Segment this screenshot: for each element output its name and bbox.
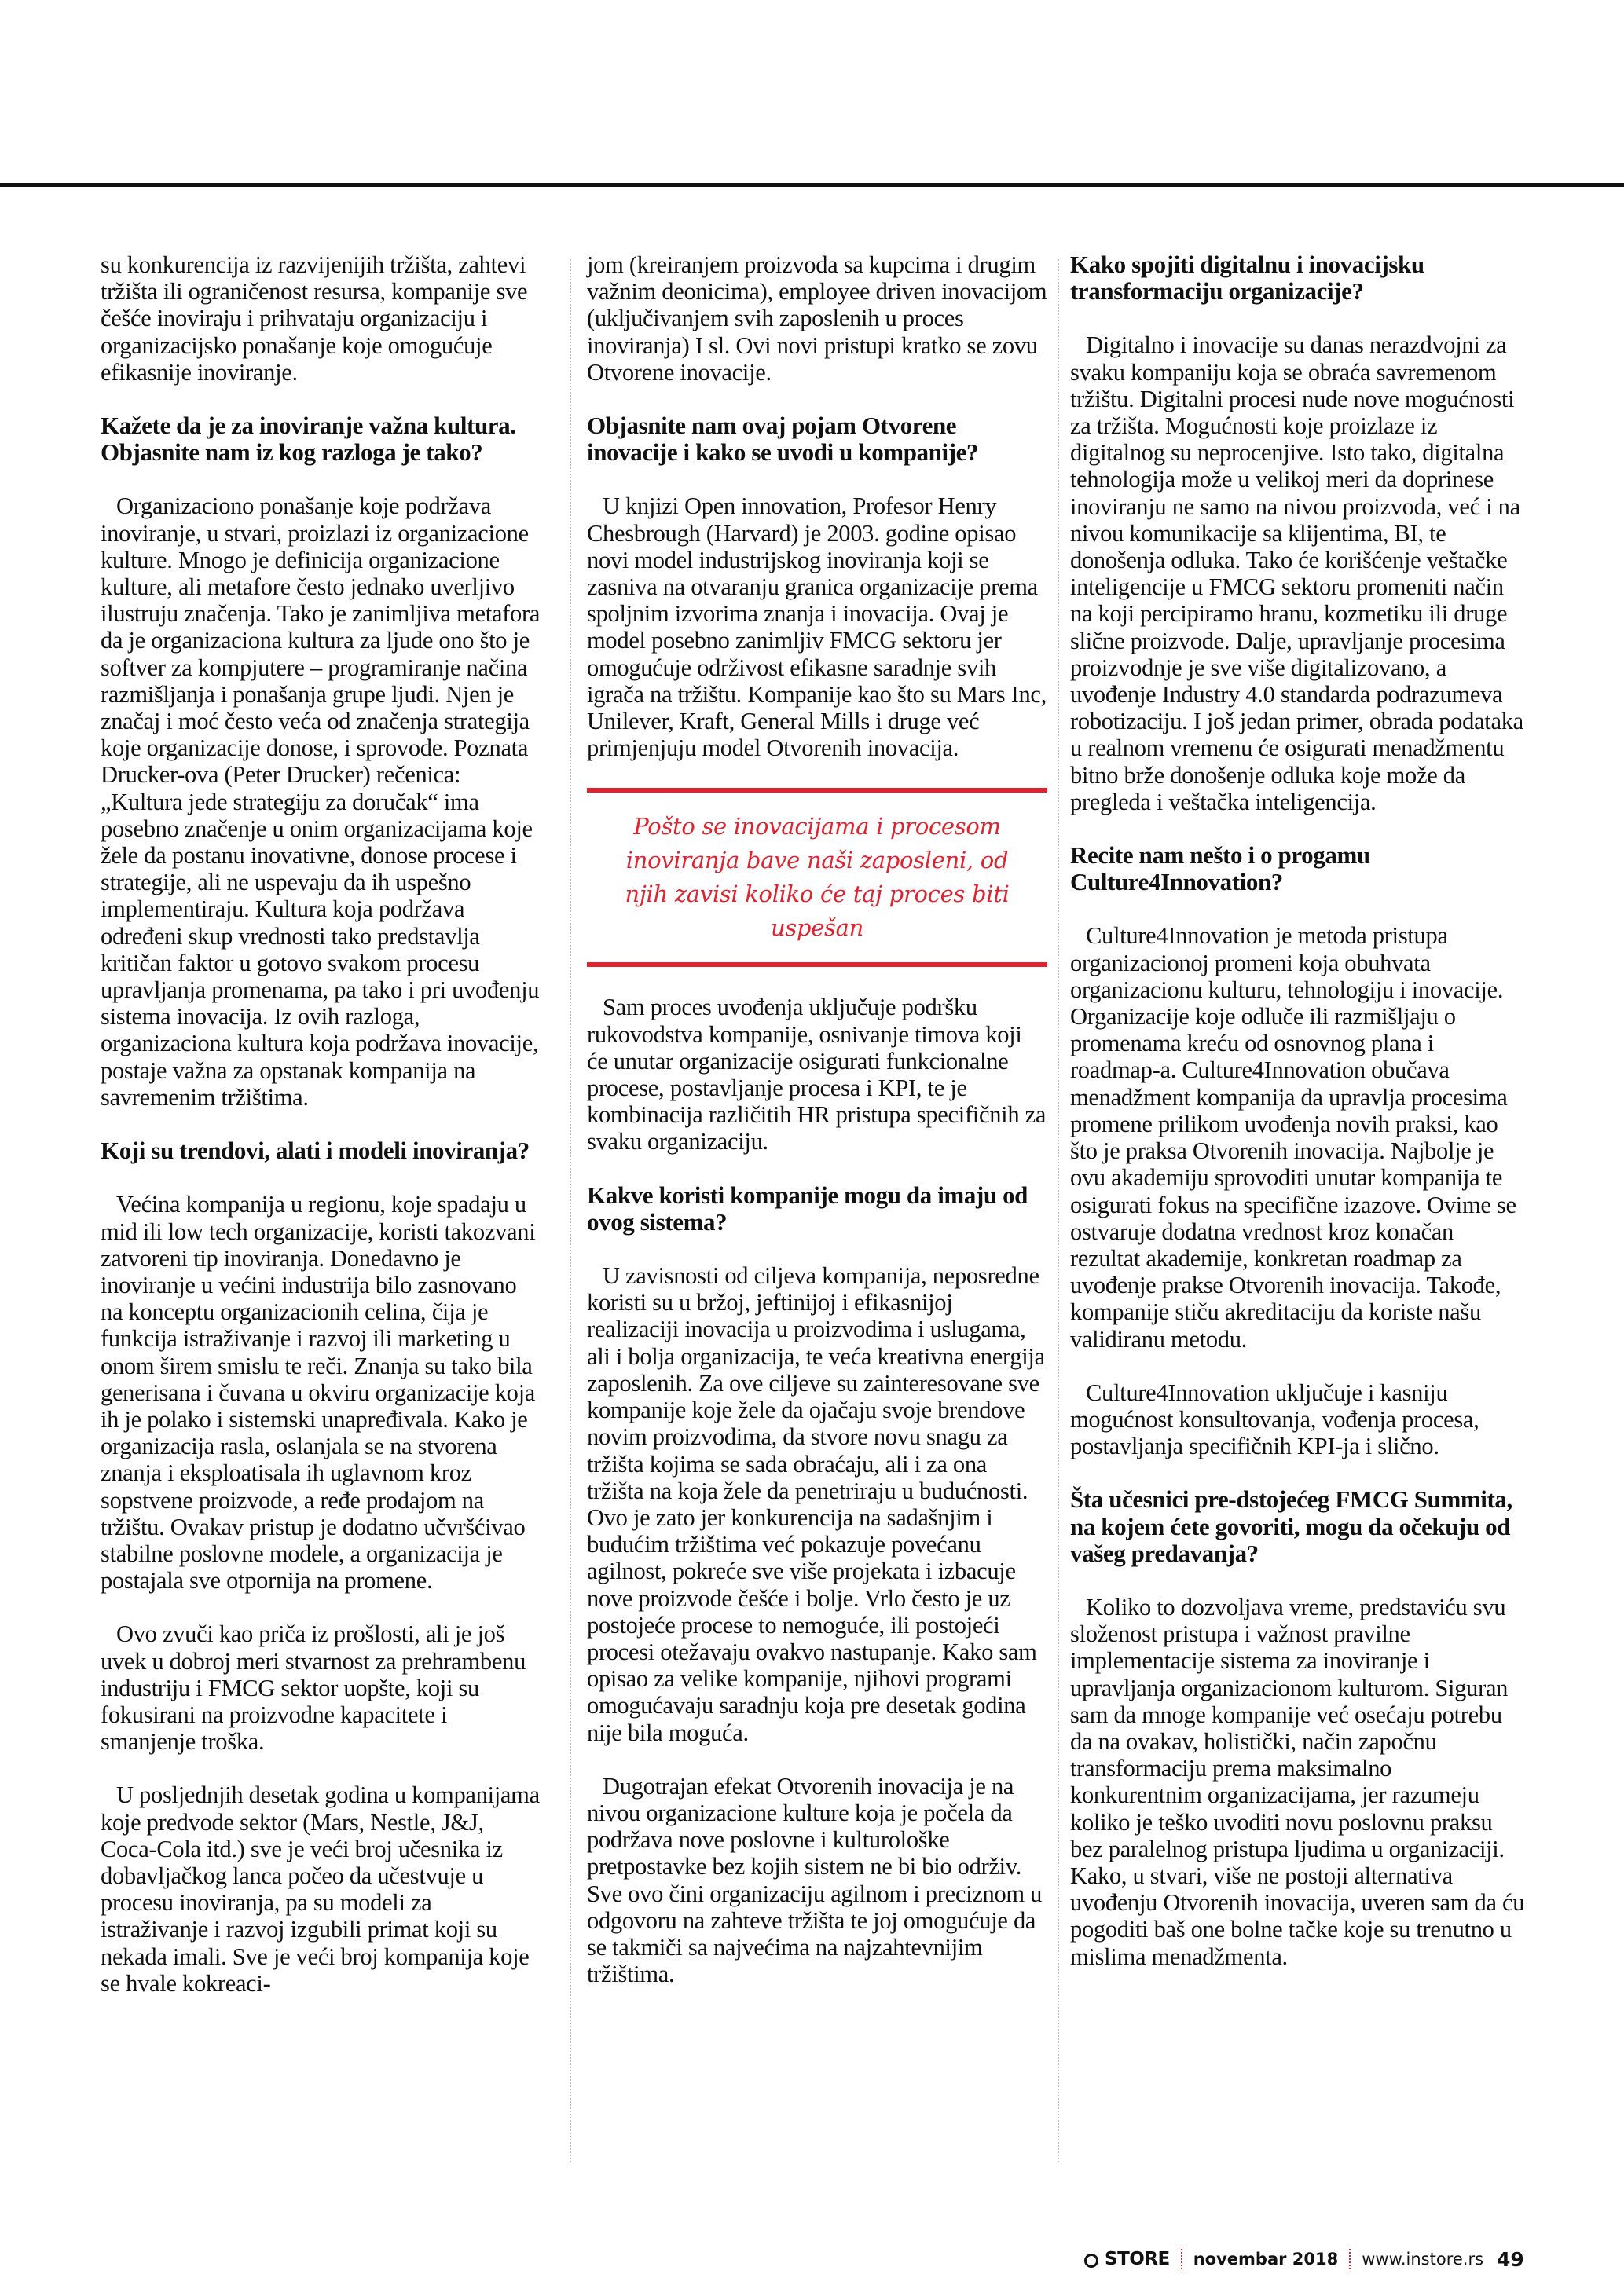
in-store-logo-icon xyxy=(1084,2254,1098,2268)
answer-paragraph xyxy=(101,1620,541,1755)
paragraph-text: U knjizi Open innovation, Profesor Henry Chesbrough (Harvard) je 2003. godine opisao novi model industrijskog inoviranja koji se zasniva na otvaranju granica organizacije prema spoljnim izvorima znanja i inovacija. Ovaj je model posebno zanimljiv FMCG sektoru jer omogućuje održivost efikasne saradnje svih igrača na tržištu. Kompanije kao što su Mars Inc, Unilever, Kraft, General Mills i druge već primjenjuju model Otvorenih inovacija. xyxy=(587,493,1047,762)
top-rule xyxy=(0,183,1624,187)
question-heading xyxy=(1070,251,1526,305)
footer-separator xyxy=(1181,2249,1182,2269)
answer-paragraph xyxy=(587,1773,1047,1988)
page-number: 49 xyxy=(1497,2247,1524,2271)
answer-paragraph xyxy=(101,493,541,1111)
paragraph-text: U zavisnosti od ciljeva kompanija, neposredne koristi su u bržoj, jeftinijoj i efikasnijoj realizaciji inovacija u proizvodima i uslugama, ali i bolja organizacija, te veća kreativna energija zaposlenih. Za ove ciljeve su zainteresovane sve kompanije koje žele da ojačaju svoje brendove novim proizvodima, da stvore novu snagu za tržišta kojima se sada obraćaju, ali i za ona tržišta na koja žele da penetriraju u budućnosti. Ovo je zato jer konkurencija na sadašnjim i budućim tržištima već pokazuje povećanu agilnost, pokreće sve više projekata i izbacuje nove proizvode češće i bolje. Vrlo često je uz postojeće procese to nemoguće, ili postojeći procesi otežavaju ovakvo nastupanje. Kako sam opisao za velike kompanije, njihovi programi omogućavaju saradnju koja pre desetak godina nije bila moguća. xyxy=(587,1262,1045,1746)
paragraph-text: Organizaciono ponašanje koje podržava inoviranje, u stvari, proizlazi iz organizacione kulture. Mnogo je definicija organizacione kulture, ali metafore često jednako uverljivo ilustruju značenja. Tako je zanimljiva metafora da je organizaciona kultura za ljude ono što je softver za kompjutere – programiranje načina razmišljanja i ponašanja grupe ljudi. Njen je značaj i moć često veća od značenja strategija koje organizacije donose, i sprovode. Poznata Drucker-ova (Peter Drucker) rečenica: „Kultura jede strategiju za doručak“ ima posebno značenje u onim organizacijama koje žele da postanu inovativne, donose procese i strategije, ali ne uspevaju da ih uspešno implementiraju. Kultura koja podržava određeni skup vrednosti tako predstavlja kritičan faktor u gotovo svakom procesu upravljanja promenama, pa tako i pri uvođenju sistema inovacija. Iz ovih razloga, organizaciona kultura koja podržava inovacije, postaje važna za opstanak kompanija na savremenim tržištima. xyxy=(101,493,541,1111)
answer-paragraph xyxy=(587,994,1047,1155)
answer-paragraph xyxy=(1070,922,1526,1352)
paragraph-text: Culture4Innovation uključuje i kasniju mogućnost konsultovanja, vođenja procesa, postavljanja specifičnih KPI-ja i slično. xyxy=(1070,1379,1479,1460)
question-heading xyxy=(587,412,1047,466)
paragraph-text: Digitalno i inovacije su danas nerazdvojni za svaku kompaniju koja se obraća savremenom tržištu. Digitalni procesi nude nove mogućnosti za tržišta. Mogućnosti koje proizlaze iz digitalnog su neprocenjive. Isto tako, digitalna tehnologija može u velikoj meri da doprinese inoviranju ne samo na nivou proizvoda, već i na nivou komunikacije sa klijentima, BI, te donošenja odluka. Tako će korišćenje veštačke inteligencije u FMCG sektoru promeniti način na koji percipiramo hranu, kozmetiku ili druge slične proizvode. Dalje, upravljanje procesima proizvodnje je sve više digitalizovano, a uvođenje Industry 4.0 standarda podrazumeva robotizaciju. I još jedan primer, obrada podataka u realnom vremenu će osigurati menadžmentu bitno brže donošenje odluka koje može da pregleda i veštačka inteligencija. xyxy=(1070,331,1523,815)
question-heading xyxy=(1070,1486,1526,1567)
paragraph-text: Dugotrajan efekat Otvorenih inovacija je na nivou organizacione kulture koja je počela da podržava nove poslovne i kulturološke pretpostavke bez kojih sistem ne bi bio održiv. Sve ovo čini organizaciju agilnom i preciznom u odgovoru na zahteve tržišta te joj omogućuje da se takmiči sa najvećima na najzahtevnijim tržištima. xyxy=(587,1772,1043,1988)
answer-paragraph xyxy=(101,251,541,386)
paragraph-text: Ovo zvuči kao priča iz prošlosti, ali je još uvek u dobroj meri stvarnost za prehrambenu industriju i FMCG sektor uopšte, koji su fokusirani na proizvodne kapacitete i smanjenje troška. xyxy=(101,1620,526,1756)
article-column-3 xyxy=(1070,251,1526,1997)
column-divider xyxy=(570,259,571,2162)
answer-paragraph xyxy=(1070,1594,1526,1970)
page-footer xyxy=(1084,2243,1556,2275)
magazine-logo: STORE xyxy=(1105,2249,1170,2269)
paragraph-text: jom (kreiranjem proizvoda sa kupcima i drugim važnim deonicima), employee driven inovacijom (uključivanjem svih zaposlenih u proces inoviranja) I sl. Ovi novi pristupi kratko se zovu Otvorene inovacije. xyxy=(587,251,1047,386)
heading-text: Recite nam nešto i o progamu Culture4Innovation? xyxy=(1070,841,1370,896)
answer-paragraph xyxy=(101,1782,541,1997)
paragraph-text: Koliko to dozvoljava vreme, predstaviću svu složenost pristupa i važnost pravilne implementacije sistema za inoviranje i upravljanja organizacionom kulturom. Siguran sam da mnoge kompanije već osećaju potrebu da na ovakav, holistički, način započnu transformaciju prema maksimalno konkurentnim organizacijama, jer razumeju koliko je teško uvoditi novu poslovnu praksu bez paralelnog pristupa ljudima u organizaciji. Kako, u stvari, više ne postoji alternativa uvođenju Otvorenih inovacija, uveren sam da ću pogoditi baš one bolne tačke koje su trenutno u mislima menadžmenta. xyxy=(1070,1593,1525,1970)
paragraph-text: U posljednjih desetak godina u kompanijama koje predvode sektor (Mars, Nestle, J&J, Coca-Cola itd.) sve je veći broj učesnika iz dobavljačkog lanca počeo da učestvuje u procesu inoviranja, pa su modeli za istraživanje i razvoj izgubili primat koji su nekada imali. Sve je veći broj kompanija koje se hvale kokreaci- xyxy=(101,1782,540,1997)
answer-paragraph xyxy=(1070,331,1526,815)
heading-text: Šta učesnici pre-dstojećeg FMCG Summita, na kojem ćete govoriti, mogu da očekuju od vašeg predavanja? xyxy=(1070,1485,1512,1567)
column-divider xyxy=(1058,259,1059,2162)
heading-text: Kažete da je za inoviranje važna kultura. Objasnite nam iz kog razloga je tako? xyxy=(101,412,516,467)
paragraph-text: Većina kompanija u regionu, koje spadaju u mid ili low tech organizacije, koristi takozvani zatvoreni tip inoviranja. Donedavno je inoviranje u većini industrija bilo zasnovano na konceptu organizacionih celina, čija je funkcija istraživanje i razvoj ili marketing u onom širem smislu te reči. Znanja su tako bila generisana i čuvana u okviru organizacije koja ih je polako i sistemski unapređivala. Kako je organizacija rasla, oslanjala se na stvorena znanja i eksploatisala ih uglavnom kroz sopstvene proizvode, a ređe prodajom na tržištu. Ovakav pristup je dodatno učvršćivao stabilne poslovne modele, a organizacija je postajala sve otpornija na promene. xyxy=(101,1191,536,1595)
article-column-1 xyxy=(101,251,541,2023)
answer-paragraph xyxy=(1070,1379,1526,1460)
answer-paragraph xyxy=(587,251,1047,386)
paragraph-text: Culture4Innovation je metoda pristupa organizacionoj promeni koja obuhvata organizacionu kulturu, tehnologiju i inovacije. Organizacije koje odluče ili razmišljaju o promenama kreću od osnovnog plana i roadmap-a. Culture4Innovation obučava menadžment kompanija da upravlja procesima promene prilikom uvođenja novih praksi, kao što je praksa Otvorenih inovacija. Najbolje je ovu akademiju sprovoditi unutar kompanija te osigurati fokus na specifične izazove. Ovime se ostvaruje dodatna vrednost kroz konačan rezultat akademije, konkretan roadmap za uvođenje prakse Otvorenih inovacija. Takođe, kompanije stiču akreditaciju da koriste našu validiranu metodu. xyxy=(1070,922,1516,1353)
question-heading xyxy=(587,1182,1047,1236)
heading-text: Koji su trendovi, alati i modeli inoviranja? xyxy=(101,1137,530,1165)
pull-quote: Pošto se inovacijama i procesom inoviranja bave naši zaposleni, od njih zavisi koliko će taj proces biti uspešan xyxy=(587,788,1047,967)
answer-paragraph xyxy=(587,1262,1047,1746)
paragraph-text: su konkurencija iz razvijenijih tržišta, zahtevi tržišta ili ograničenost resursa, kompanije sve češće inoviraju i prihvataju organizaciju i organizacijsko ponašanje koje omogućuje efikasnije inoviranje. xyxy=(101,251,528,386)
question-heading xyxy=(101,412,541,466)
question-heading xyxy=(101,1137,541,1164)
heading-text: Kako spojiti digitalnu i inovacijsku transformaciju organizacije? xyxy=(1070,251,1424,306)
paragraph-text: Sam proces uvođenja uključuje podršku rukovodstva kompanije, osnivanje timova koji će unutar organizacije osigurati funkcionalne procese, postavljanje procesa i KPI, te je kombinacija različitih HR pristupa specifičnih za svaku organizaciju. xyxy=(587,994,1047,1155)
website-link[interactable]: www.instore.rs xyxy=(1362,2250,1484,2269)
question-heading xyxy=(1070,842,1526,895)
article-column-2 xyxy=(587,251,1047,2014)
heading-text: Kakve koristi kompanije mogu da imaju od ovog sistema? xyxy=(587,1181,1028,1236)
heading-text: Objasnite nam ovaj pojam Otvorene inovacije i kako se uvodi u kompanije? xyxy=(587,412,979,467)
issue-date: novembar 2018 xyxy=(1193,2250,1339,2269)
answer-paragraph xyxy=(587,493,1047,761)
answer-paragraph xyxy=(101,1191,541,1594)
footer-separator xyxy=(1349,2249,1351,2269)
